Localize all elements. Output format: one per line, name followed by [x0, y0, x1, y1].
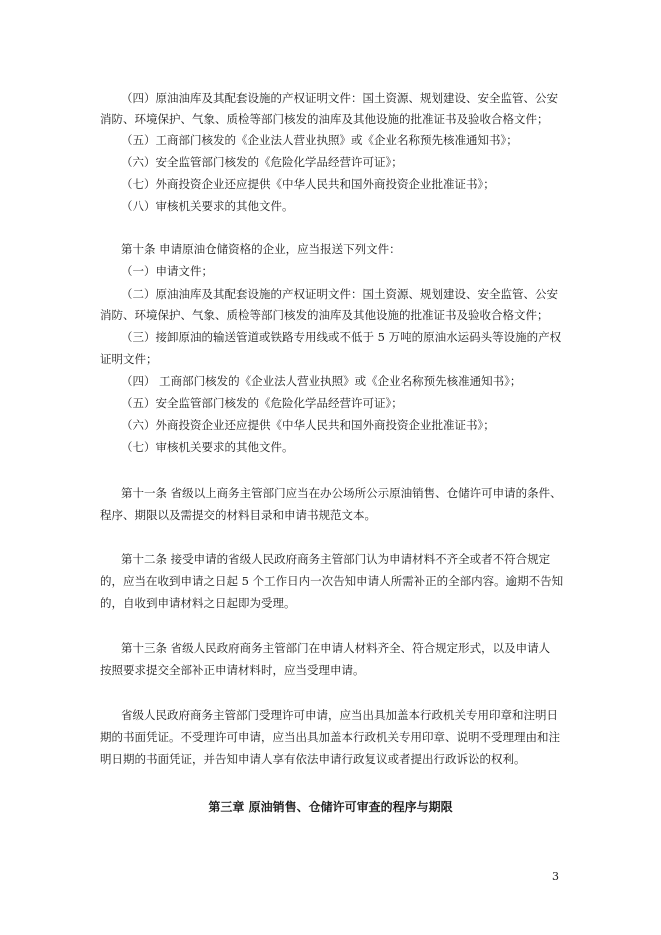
- text-line: 证明文件；: [100, 352, 158, 366]
- text-line: （六）外商投资企业还应提供《中华人民共和国外商投资企业批准证书》；: [121, 418, 495, 432]
- text-line: 按照要求提交全部补正申请材料时，应当受理申请。: [100, 663, 365, 677]
- text-line: 省级人民政府商务主管部门受理许可申请，应当出具加盖本行政机关专用印章和注明日: [121, 708, 558, 722]
- chapter-heading: 第三章 原油销售、仓储许可审查的程序与期限: [208, 800, 453, 814]
- text-line: （三）接卸原油的输送管道或铁路专用线或不低于 5 万吨的原油水运码头等设施的产权: [121, 330, 562, 344]
- text-line: 的，应当在收到申请之日起 5 个工作日内一次告知申请人所需补正的全部内容。逾期不告知: [100, 574, 564, 588]
- text-line: 消防、环境保护、气象、质检等部门核发的油库及其他设施的批准证书及验收合格文件；: [100, 308, 549, 322]
- text-line: （六）安全监管部门核发的《危险化学品经营许可证》；: [121, 155, 403, 169]
- page-number: 3: [552, 870, 559, 883]
- text-line: 的，自收到申请材料之日起即为受理。: [100, 596, 296, 610]
- text-line: （七）外商投资企业还应提供《中华人民共和国外商投资企业批准证书》；: [121, 177, 495, 191]
- text-line: （五）工商部门核发的《企业法人营业执照》或《企业名称预先核准通知书》；: [121, 133, 518, 147]
- text-line: （二）原油油库及其配套设施的产权证明文件：国土资源、规划建设、安全监管、公安: [121, 287, 558, 301]
- text-line: （四） 工商部门核发的《企业法人营业执照》或《企业名称预先核准通知书》；: [121, 374, 522, 388]
- text-line: 第十二条 接受申请的省级人民政府商务主管部门认为申请材料不齐全或者不符合规定: [121, 552, 551, 566]
- text-line: 第十一条 省级以上商务主管部门应当在办公场所公示原油销售、仓储许可申请的条件、: [121, 486, 562, 500]
- text-line: 第十三条 省级人民政府商务主管部门在申请人材料齐全、符合规定形式，以及申请人: [121, 641, 551, 655]
- text-line: 明日期的书面凭证，并告知申请人享有依法申请行政复议或者提出行政诉讼的权利。: [100, 752, 526, 766]
- text-line: （四）原油油库及其配套设施的产权证明文件：国土资源、规划建设、安全监管、公安: [121, 91, 558, 105]
- text-line: （五）安全监管部门核发的《危险化学品经营许可证》；: [121, 396, 403, 410]
- text-line: （八）审核机关要求的其他文件。: [121, 199, 294, 213]
- text-line: 期的书面凭证。不受理许可申请，应当出具加盖本行政机关专用印章、说明不受理理由和注: [100, 730, 560, 744]
- text-line: 消防、环境保护、气象、质检等部门核发的油库及其他设施的批准证书及验收合格文件；: [100, 112, 549, 126]
- text-line: （七）审核机关要求的其他文件。: [121, 440, 294, 454]
- text-line: 第十条 申请原油仓储资格的企业，应当报送下列文件：: [121, 242, 401, 256]
- text-line: 程序、期限以及需提交的材料目录和申请书规范文本。: [100, 508, 376, 522]
- text-line: （一）申请文件；: [121, 264, 213, 278]
